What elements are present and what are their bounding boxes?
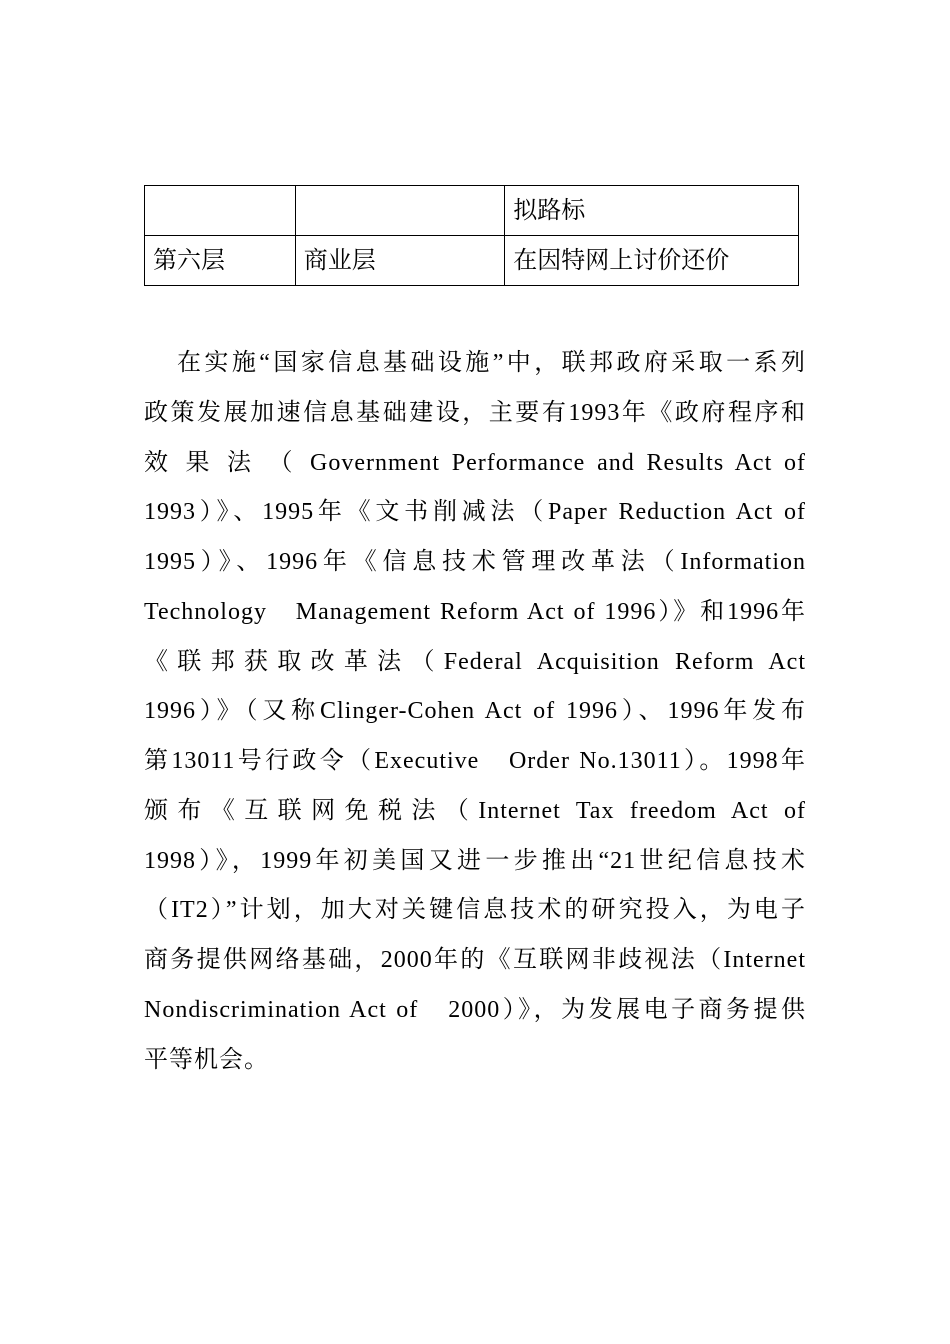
table-cell: 拟路标: [505, 186, 799, 236]
table-row: [145, 186, 799, 236]
paragraph-line: 在实施“国家信息基础设施”中，联邦政府采取一系列: [177, 350, 806, 376]
table-cell: 商业层: [295, 236, 505, 286]
body-paragraph: [144, 339, 806, 1085]
paragraph-line: 平等机会。: [144, 1046, 269, 1073]
paragraph-line: 1998）》，1999年初美国又进一步推出“21世纪信息技术: [144, 847, 806, 874]
paragraph-line: 1996）》（又称Clinger-Cohen Act of 1996）、1996年发布: [144, 698, 806, 725]
table-cell: [145, 186, 296, 236]
table-row: [145, 236, 799, 286]
paragraph-line: 政策发展加速信息基础建设，主要有1993年《政府程序和: [144, 399, 806, 426]
table-cell: 第六层: [145, 236, 296, 286]
paragraph-line: 1993）》、1995年《文书削减法（Paper Reduction Act of: [144, 499, 806, 526]
paragraph-line: 《联邦获取改革法（Federal Acquisition Reform Act: [144, 648, 806, 675]
paragraph-line: Nondiscrimination Act of 2000）》，为发展电子商务提供: [144, 996, 806, 1023]
paragraph-line: 效 果 法 （ Government Performance and Results Act of: [144, 449, 806, 476]
table-cell: 在因特网上讨价还价: [505, 236, 799, 286]
layers-table: [144, 185, 799, 286]
paragraph-line: 颁布《互联网免税法（Internet Tax freedom Act of: [144, 797, 806, 824]
paragraph-line: 商务提供网络基础，2000年的《互联网非歧视法（Internet: [144, 947, 806, 973]
paragraph-line: （IT2）”计划，加大对关键信息技术的研究投入，为电子: [144, 897, 806, 924]
table-cell: [295, 186, 505, 236]
paragraph-line: Technology Management Reform Act of 1996）》和1996年: [144, 598, 806, 625]
paragraph-line: 第13011号行政令（Executive Order No.13011）。1998年: [144, 748, 806, 774]
paragraph-line: 1995）》、1996年《信息技术管理改革法（Information: [144, 549, 806, 575]
